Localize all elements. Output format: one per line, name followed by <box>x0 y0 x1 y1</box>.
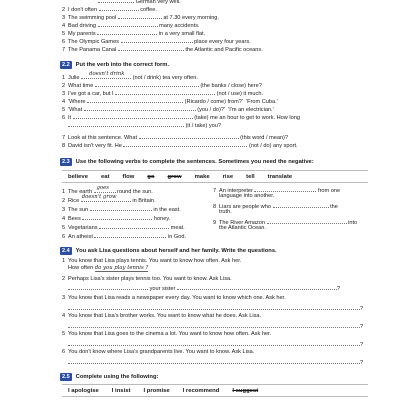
exercise-line: 6 It (take) me an hour to get to work. How long <box>62 115 300 121</box>
exercise-line: 6 An atheist in God. <box>62 234 187 240</box>
section-badge: 2.5 <box>62 373 70 380</box>
section-instruction: Put the verb into the correct form. <box>75 61 170 68</box>
question-prompt: 4 You know that Lisa's brother works. You want to know what he does. Ask Lisa. <box>62 313 262 319</box>
question-prompt: 5 You know that Lisa goes to the cinema a lot. You want to know how often. Ask her. <box>62 331 272 337</box>
exercise-line: 3 The swimming pool at 7.30 every morning. <box>62 15 219 21</box>
exercise-line: 8 Liars are people who the <box>213 204 338 210</box>
exercise-line: 4 Bees honey. <box>62 216 171 222</box>
section-2-4-header <box>60 246 277 255</box>
verb-word: rise <box>222 173 234 180</box>
question-prompt: 1 You know that Lisa plays tennis. You want to know how often. Ask her. <box>62 258 242 264</box>
exercise-line: 4 'Where (Ricardo / come) from?' 'From Cuba.' <box>62 99 278 105</box>
section-instruction: Use the following verbs to complete the sentences. Sometimes you need the negative: <box>75 158 314 165</box>
question-answer-line: ? <box>68 358 363 367</box>
section-instruction: Complete using the following: <box>75 373 159 380</box>
exercise-line: 1 Julie doesn't drink (not / drink) tea very often. <box>62 71 198 81</box>
verb-word: eat <box>100 173 110 180</box>
verb-word: flow <box>122 173 135 180</box>
exercise-line: 2 Rice doesn't grow in Britain. <box>62 194 156 204</box>
verb-word-used: grow <box>167 173 182 180</box>
question-answer-line: ? <box>68 304 363 313</box>
section-instruction: You ask Lisa questions about herself and her family. Write the questions. <box>75 247 277 254</box>
phrase-word: I insist <box>111 387 131 394</box>
exercise-line: 6 The Olympic Games place every four years. <box>62 39 251 45</box>
section-2-5-header <box>60 372 158 381</box>
section-2-3-header <box>60 157 314 166</box>
exercise-line: 1 The earth goes round the sun. <box>62 185 153 195</box>
question-answer-line: ? <box>68 340 363 349</box>
handwritten-answer: goes <box>96 185 109 191</box>
exercise-line: 5 My parents in a very small flat. <box>62 31 206 37</box>
handwritten-answer: doesn't drink <box>89 71 125 77</box>
question-answer-line: your sister ? <box>68 284 340 293</box>
section-badge: 2.4 <box>62 247 70 254</box>
verb-box <box>62 170 368 183</box>
question-prompt: 3 You know that Lisa reads a newspaper every day. You want to know which one. Ask her. <box>62 295 286 301</box>
phrase-word: I promise <box>143 387 170 394</box>
exercise-line: 7 Look at this sentence. What (this word / mean)? <box>62 135 289 141</box>
phrase-word: I recommend <box>182 387 220 394</box>
verb-word: tell <box>246 173 255 180</box>
verb-word-used: go <box>147 173 155 180</box>
exercise-line-continued: truth. <box>219 209 232 215</box>
exercise-line: 2 I don't often coffee. <box>62 7 157 13</box>
phrase-word-used: I suggest <box>232 387 259 394</box>
exercise-line-continued: the Atlantic Ocean. <box>219 225 266 231</box>
exercise-line: 5 Vegetarians meat. <box>62 225 185 231</box>
section-2-2-header <box>60 60 169 69</box>
exercise-line: 3 I've got a car, but I (not / use) it much. <box>62 91 263 97</box>
question-answer-line: How often do you play tennis ? <box>68 265 149 271</box>
question-answer-line: ? <box>68 322 363 331</box>
exercise-line: 3 The sun in the east. <box>62 207 181 213</box>
handwritten-answer: do you play tennis ? <box>94 265 149 271</box>
exercise-line: 5 'What (you / do)?' 'I'm an electrician.' <box>62 107 274 113</box>
exercise-line-continued: (it / take) you? <box>68 121 221 130</box>
verb-word: translate <box>267 173 293 180</box>
exercise-line: 4 Bad driving many accidents. <box>62 23 200 29</box>
exercise-line: 8 David isn't very fit. He (not / do) any sport. <box>62 143 298 149</box>
exercise-line-continued: language into another. <box>219 193 275 199</box>
verb-word: believe <box>68 173 88 180</box>
verb-word: make <box>194 173 210 180</box>
section-badge: 2.2 <box>62 61 70 68</box>
exercise-line: 2 What time (the banks / close) here? <box>62 83 262 89</box>
top-fragment: German very well. <box>98 0 181 6</box>
handwritten-answer: doesn't grow <box>81 194 117 200</box>
exercise-line: 7 An interpreter from one <box>213 188 341 194</box>
question-prompt: 6 You don't know where Lisa's grandparents live. You want to know. Ask Lisa. <box>62 349 255 355</box>
section-badge: 2.3 <box>62 158 70 165</box>
phrase-word: I apologise <box>68 387 99 394</box>
exercise-line: 9 The River Amazon into <box>213 220 358 226</box>
phrase-box <box>62 384 368 397</box>
question-prompt: 2 Perhaps Lisa's sister plays tennis too. You want to know. Ask Lisa. <box>62 276 232 282</box>
exercise-line: 7 The Panama Canal the Atlantic and Pacific oceans. <box>62 47 263 53</box>
